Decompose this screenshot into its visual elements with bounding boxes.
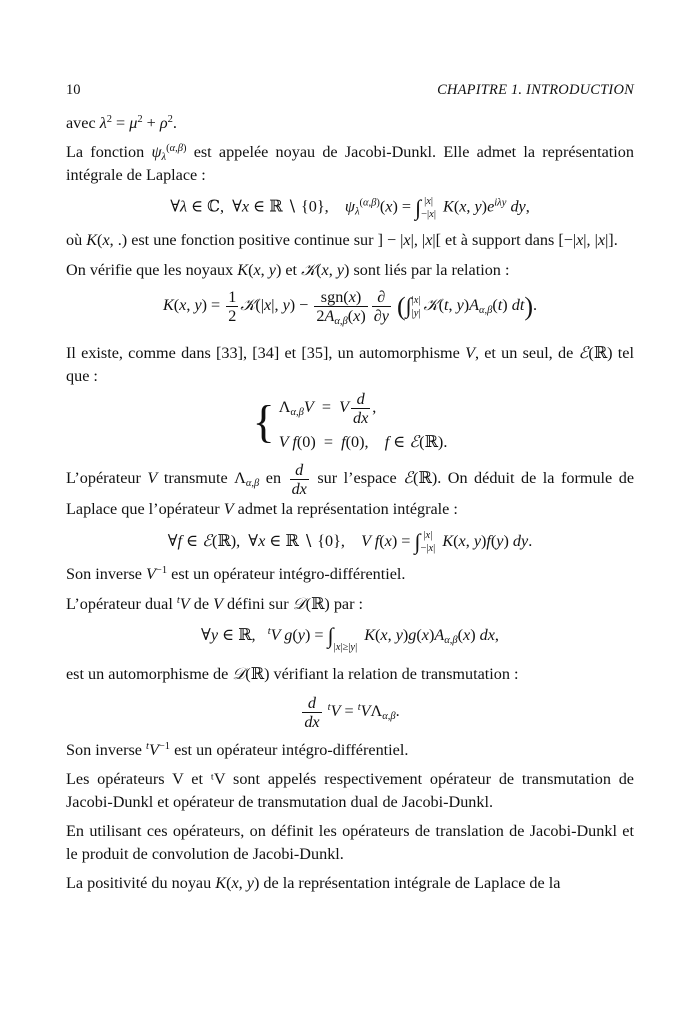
paragraph-inverse-v: Son inverse $V^{-1}$ est un opérateur intégro-différentiel. xyxy=(66,565,406,584)
equation-system: { $\Lambda_{\alpha,\beta}V = V$ $\frac{d}{dx}$ , V f(0) = f(0), f ∈ ℰ(ℝ). xyxy=(252,390,448,451)
equation-dual-transmutation: $\frac{d}{dx}$ $^tV = ^tV\Lambda_{\alpha,\beta}$. xyxy=(304,694,400,732)
paragraph-automorphism: Il existe, comme dans [33], [34] et [35], un automorphisme V, et un seul, de ℰ(ℝ) tel que : xyxy=(66,343,634,385)
equation-dual-v: ∀y ∈ ℝ, $^t$V g(y) = ∫|x|≥|y| K(x, $y)g(x)A_{\alpha,\beta}(x)$ dx, xyxy=(201,623,499,654)
page-number: 10 xyxy=(66,82,81,98)
paragraph-translation-convolution: En utilisant ces opérateurs, on définit les opérateurs de translation de Jacobi-Dunkl et le produit de convolution de Jacobi-Dunkl. xyxy=(66,822,634,864)
paragraph-lambda-def: avec $\lambda^2 = \mu^2 + \rho^2$. xyxy=(66,114,177,132)
paragraph-operators-names: Les opérateurs V et ᵗV sont appelés respectivement opérateur de transmutation de Jacobi-Dunkl et opérateur de transmutation dual de Jacobi-Dunkl. xyxy=(66,770,634,812)
paragraph-transmutation: L’opérateur V transmute $\Lambda_{\alpha,\beta}$ en $\frac{d}{dx}$ sur l’espace ℰ(ℝ). On déduit de la formule de Laplace que l’opérateur V admet la représentation intégrale : xyxy=(66,461,635,518)
paragraph-positivity: La positivité du noyau K(x, y) de la représentation intégrale de Laplace de la xyxy=(66,874,561,893)
paragraph-dual-operator: L’opérateur dual $^t$V de V défini sur 𝒟(ℝ) par : xyxy=(66,594,364,614)
paragraph-jacobi-dunkl-kernel: La fonction $\psi_\lambda^{(\alpha,\beta)}$ est appelée noyau de Jacobi-Dunkl. Elle admet la représentation intégrale de Laplace : xyxy=(66,143,634,184)
paragraph-kernels-relation: On vérifie que les noyaux K(x, y) et 𝒦(x, y) sont liés par la relation : xyxy=(66,260,510,279)
paragraph-inverse-dual: Son inverse $^tV^{-1}$ est un opérateur intégro-différentiel. xyxy=(66,741,409,760)
equation-laplace-representation: ∀λ ∈ ℂ, ∀x ∈ ℝ ∖ {0}, $\psi_\lambda^{(\alpha,\beta)}(x)$ = ∫ |x| −|x| K(x, $y)e^{i\lambda y}$ dy, xyxy=(170,194,530,220)
equation-kernel-relation: K(x, y) = $\frac{1}{2}$ 𝒦(|x|, y) − $\frac{\text{sgn(x)}}{2A_{\alpha,\beta}(x)}$ $\frac{\partial}{\partial y}$ (∫ |x| |y| 𝒦(t, $y)A_{\alpha,\beta}(t)$ dt). xyxy=(162,288,538,327)
running-title: CHAPITRE 1. INTRODUCTION xyxy=(437,82,634,98)
paragraph-kernel-support: où K(x, .) est une fonction positive continue sur ] − |x|, |x|[ et à support dans [−|x|, |x|]. xyxy=(66,231,618,249)
page-body xyxy=(66,112,634,895)
paragraph-dual-automorphism: est un automorphisme de 𝒟(ℝ) vérifiant la relation de transmutation : xyxy=(66,664,519,684)
equation-v-integral: ∀f ∈ ℰ(ℝ), ∀x ∈ ℝ ∖ {0}, V f(x) = ∫ |x| −|x| K(x, y)f(y) dy. xyxy=(167,528,533,555)
page-header xyxy=(66,82,634,102)
